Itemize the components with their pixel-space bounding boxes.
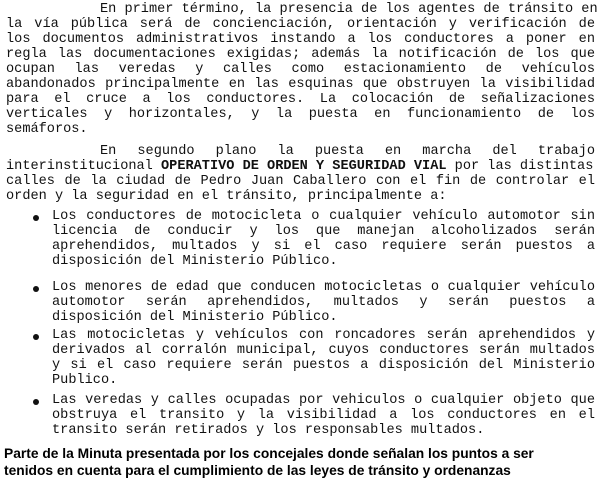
paragraph1-line: regla las documentaciones exigidas; además la notificación de los que: [6, 47, 595, 62]
bullet-line: transito serán retirados y los responsables multados.: [52, 423, 485, 438]
bullet-line: disposición del Ministerio Público.: [52, 310, 338, 325]
paragraph1-line: semáforos.: [6, 122, 88, 137]
bullet-line: Las veredas y calles ocupadas por vehiculos o cualquier objeto que: [52, 393, 595, 408]
bullet-line: Los menores de edad que conducen motocicletas o cualquier vehículo: [52, 280, 595, 295]
bullet-line: Los conductores de motocicleta o cualquier vehículo automotor sin: [52, 209, 595, 224]
paragraph1-line: para el cruce a los conductores. La colocación de señalizaciones: [6, 92, 595, 107]
paragraph2-line: En segundo plano la puesta en marcha del trabajo: [100, 144, 595, 159]
paragraph2-line: orden y la seguridad en el tránsito, principalmente a:: [6, 189, 447, 204]
operation-name: OPERATIVO DE ORDEN Y SEGURIDAD VIAL: [161, 159, 447, 174]
bullet-line: automotor serán aprehendidos, multados y serán puestos a: [52, 295, 595, 310]
image-caption: [4, 445, 596, 479]
paragraph1-line: abandonados principalmente en las esquinas que obstruyen la visibilidad: [6, 77, 595, 92]
paragraph1-line: En primer término, la presencia de los agentes de tránsito en: [100, 2, 598, 17]
paragraph2-line: calles de la ciudad de Pedro Juan Caballero con el fin de controlar el: [6, 174, 595, 189]
paragraph1-line: verticales y horizontales, y la puesta en funcionamiento de los: [6, 107, 595, 122]
bullet-icon: [33, 215, 39, 221]
paragraph2-line-with-bold: interinstitucional OPERATIVO DE ORDEN Y SEGURIDAD VIAL por las distintas: [6, 159, 594, 174]
paragraph1-line: los documentos administrativos instando a los conductores a poner en: [6, 32, 595, 47]
bullet-line: Las motocicletas y vehículos con roncadores serán aprehendidos y: [52, 328, 595, 343]
bullet-line: aprehendidos, multados y si el caso requiere serán puestos a: [52, 239, 595, 254]
paragraph1-line: ocupan las veredas y calles como estacionamiento de vehículos: [6, 62, 595, 77]
bullet-line: licencia de conducir y los que manejan alcoholizados serán: [52, 224, 595, 239]
paragraph1-line: la vía pública será de concienciación, orientación y verificación de: [6, 17, 595, 32]
bullet-line: derivados al corralón municipal, cuyos conductores serán multados: [52, 343, 595, 358]
bullet-icon: [33, 286, 39, 292]
bullet-icon: [33, 334, 39, 340]
bullet-line: Publico.: [52, 373, 118, 388]
caption-line: tenidos en cuenta para el cumplimiento de las leyes de tránsito y ordenanzas: [4, 463, 511, 478]
caption-line: Parte de la Minuta presentada por los concejales donde señalan los puntos a ser: [4, 446, 534, 461]
bullet-line: disposición del Ministerio Público.: [52, 254, 338, 269]
bullet-line: obstruya el transito y la visibilidad a los conductores en el: [52, 408, 595, 423]
bullet-line: y si el caso requiere serán puestos a disposición del Ministerio: [52, 358, 595, 373]
bullet-icon: [33, 399, 39, 405]
